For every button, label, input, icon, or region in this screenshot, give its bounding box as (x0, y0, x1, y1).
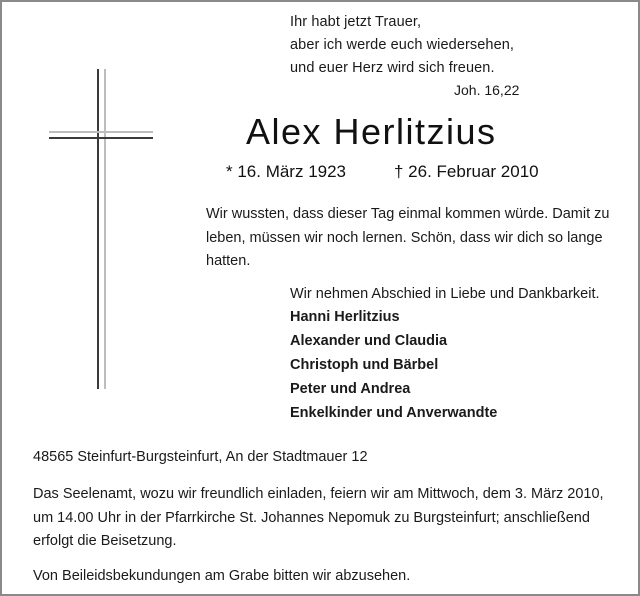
farewell-text: Wir nehmen Abschied in Liebe und Dankbarkeit. (290, 286, 600, 302)
mourner-name: Enkelkinder und Anverwandte (290, 405, 498, 421)
address: 48565 Steinfurt-Burgsteinfurt, An der Stadtmauer 12 (33, 449, 368, 465)
intro-line: leben, müssen wir noch lernen. Schön, dass wir dich so lange (206, 230, 603, 246)
cross-horizontal-light (49, 131, 153, 133)
mourner-name: Hanni Herlitzius (290, 309, 400, 325)
cross-vertical-light (104, 69, 106, 389)
service-line: Das Seelenamt, wozu wir freundlich einladen, feiern wir am Mittwoch, dem 3. März 2010, (33, 486, 604, 502)
deceased-name: Alex Herlitzius (246, 111, 497, 152)
cross-vertical-dark (97, 69, 99, 389)
death-date: † 26. Februar 2010 (394, 162, 539, 181)
mourner-name: Christoph und Bärbel (290, 357, 439, 373)
closing-note: Von Beileidsbekundungen am Grabe bitten wir abzusehen. (33, 568, 411, 584)
verse-line: und euer Herz wird sich freuen. (290, 60, 495, 76)
verse-reference: Joh. 16,22 (454, 82, 520, 98)
verse-line: Ihr habt jetzt Trauer, (290, 14, 422, 30)
birth-date: * 16. März 1923 (226, 162, 347, 181)
intro-line: Wir wussten, dass dieser Tag einmal kommen würde. Damit zu (206, 206, 610, 222)
intro-line: hatten. (206, 253, 251, 269)
cross-horizontal-dark (49, 137, 153, 139)
mourner-name: Alexander und Claudia (290, 333, 448, 349)
service-line: um 14.00 Uhr in der Pfarrkirche St. Johannes Nepomuk zu Burgsteinfurt; anschließend (33, 510, 590, 526)
service-line: erfolgt die Beisetzung. (33, 533, 177, 549)
verse-line: aber ich werde euch wiedersehen, (290, 37, 515, 53)
mourner-name: Peter und Andrea (290, 381, 411, 397)
